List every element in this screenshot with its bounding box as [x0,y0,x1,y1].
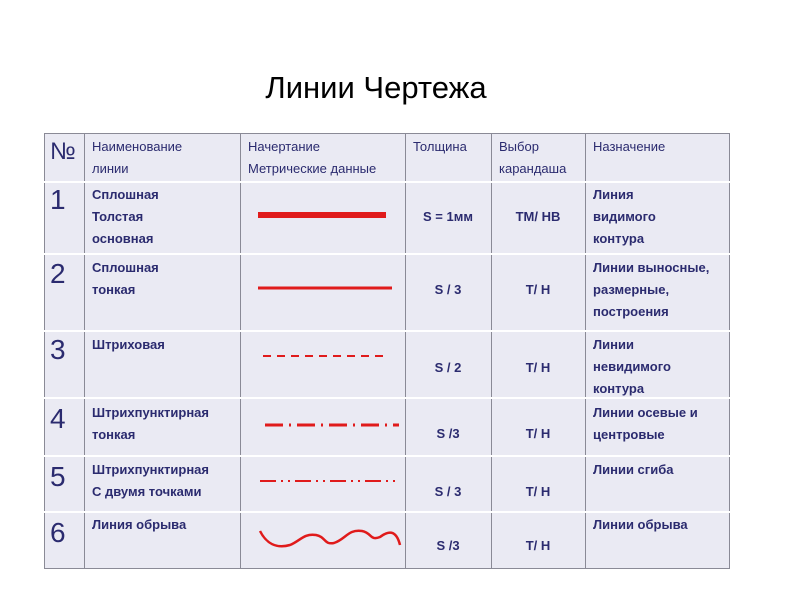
row-number: 5 [50,461,66,492]
column-divider [729,133,730,569]
row-pencil: Т/ Н [525,282,551,297]
row-name: Сплошная Толстая основная [92,187,159,246]
column-divider [240,133,241,569]
row-thickness: S / 3 [434,282,462,297]
row-number: 4 [50,403,66,434]
row-number: 2 [50,258,66,289]
line-types-table [44,133,730,569]
row-name: Штрихпунктирная С двумя точками [92,462,209,499]
dash-dot-line-sample [265,423,401,429]
row-number: 1 [50,184,66,215]
row-name: Штрихпунктирная тонкая [92,405,209,442]
row-pencil: ТМ/ НВ [515,209,561,224]
solid-thick-line-sample [258,212,388,220]
row-name: Линия обрыва [92,517,187,532]
dash-dot-dot-line-sample [260,479,398,485]
page-title: Линии Чертежа [265,70,487,105]
table-bottom-border [44,568,730,569]
row-name: Сплошная тонкая [92,260,159,297]
table-top-border [44,133,730,134]
column-divider [84,133,85,569]
row-pencil: Т/ Н [525,484,551,499]
row-purpose: Линия видимого контура [593,187,656,246]
row-pencil: Т/ Н [525,360,551,375]
row-divider [44,511,730,513]
row-purpose: Линии выносные, размерные, построения [593,260,710,319]
header-number: № [50,138,76,165]
row-thickness: S /3 [436,538,460,553]
wavy-break-line-sample [258,523,404,553]
row-divider [44,253,730,255]
column-divider [405,133,406,569]
row-purpose: Линии невидимого контура [593,337,671,396]
header-pencil: Выбор карандаша [499,139,567,176]
header-style: Начертание Метрические данные [248,139,377,176]
solid-thin-line-sample [258,286,394,292]
row-number: 6 [50,517,66,548]
row-thickness: S = 1мм [423,209,473,224]
column-divider [44,133,45,569]
row-thickness: S / 2 [434,360,462,375]
row-divider [44,455,730,457]
row-purpose: Линии обрыва [593,517,688,532]
column-divider [491,133,492,569]
row-divider [44,181,730,183]
row-pencil: Т/ Н [525,538,551,553]
row-divider [44,330,730,332]
row-number: 3 [50,334,66,365]
column-divider [585,133,586,569]
row-thickness: S /3 [436,426,460,441]
row-purpose: Линии осевые и центровые [593,405,698,442]
row-pencil: Т/ Н [525,426,551,441]
dashed-line-sample [263,354,389,360]
header-purpose: Назначение [593,139,666,154]
row-name: Штриховая [92,337,165,352]
row-purpose: Линии сгиба [593,462,674,477]
header-name: Наименование линии [92,139,183,176]
header-thickness: Толщина [413,139,467,154]
row-thickness: S / 3 [434,484,462,499]
